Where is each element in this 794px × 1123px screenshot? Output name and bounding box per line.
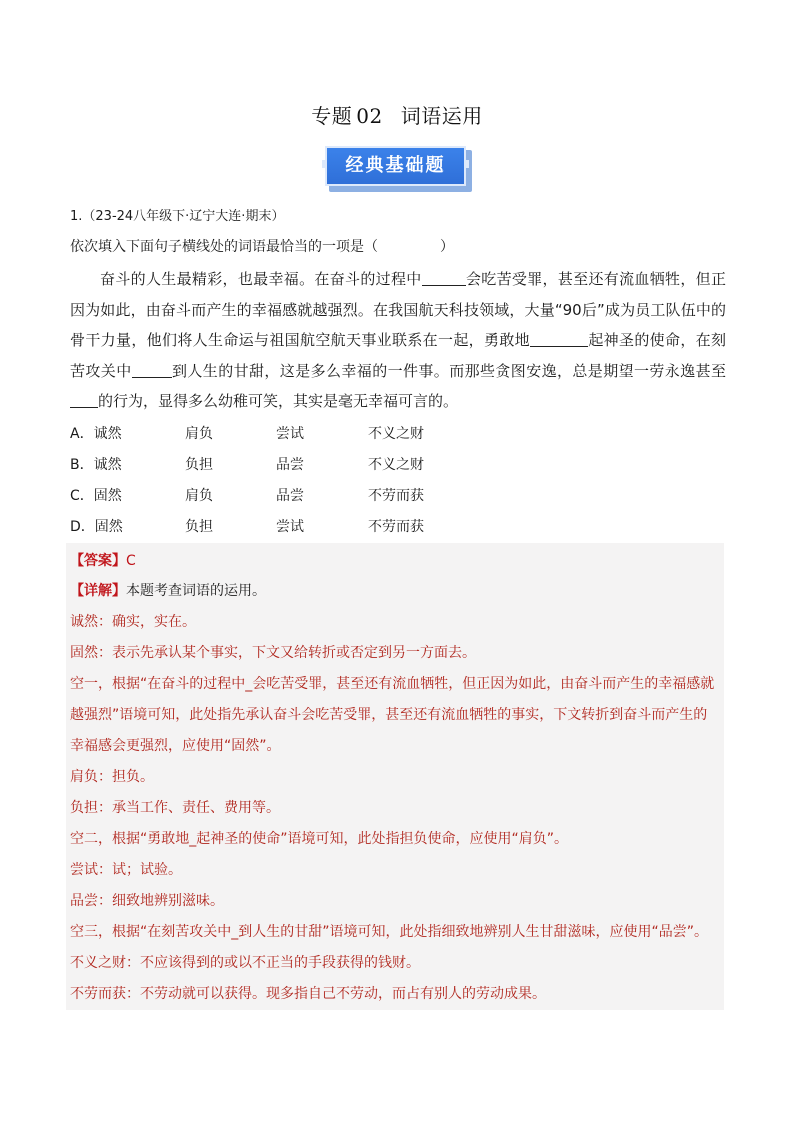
- answer-value: C: [126, 553, 136, 569]
- section-badge: [325, 146, 472, 192]
- explanation-line: 空一，根据“在奋斗的过程中_会吃苦受罪，甚至还有流血牺牲，但正因为如此，由奋斗而产生的幸福感就: [70, 676, 715, 692]
- option-b: B．诚然 负担 品尝 不义之财: [70, 457, 424, 473]
- blank-1: [422, 267, 466, 286]
- explanation-line: 空二，根据“勇敢地_起神圣的使命”语境可知，此处指担负使命，应使用“肩负”。: [70, 831, 569, 847]
- explanation-line: 负担：承当工作、责任、费用等。: [70, 800, 280, 816]
- detail-tag: 【详解】: [70, 583, 126, 599]
- page-title: [0, 100, 794, 129]
- blank-3: [132, 359, 172, 378]
- blank-2: [530, 328, 588, 347]
- explanation-line: 尝试：试；试验。: [70, 862, 182, 878]
- title-number: 02: [356, 104, 383, 128]
- answer-line: [70, 550, 136, 570]
- question-stem-text: 依次填入下面句子横线处的词语最恰当的一项是（: [70, 239, 378, 255]
- explanation-line: 越强烈”语境可知，此处指先承认奋斗会吃苦受罪，甚至还有流血牺牲的事实，下文转折到奋斗而产生的: [70, 707, 708, 723]
- detail-intro: 本题考查词语的运用。: [126, 583, 266, 599]
- explanation-line: 固然：表示先承认某个事实，下文又给转折或否定到另一方面去。: [70, 645, 476, 661]
- question-passage: 奋斗的人生最精彩，也最幸福。在奋斗的过程中 会吃苦受罪，甚至还有流血牺牲，但正因为如此，由奋斗而产生的幸福感就越强烈。在我国航天科技领域，大量“90后”成为员工队伍中的骨干力量，他们将人生命运与祖国航空航天事业联系在一起，勇敢地 起神圣的使命，在刻苦攻关中 到人生的甘甜，这是多么幸福的一件事。而那些贪图安逸，总是期望一劳永逸甚至的行为，显得多么幼稚可笑，其实是毫无幸福可言的。: [70, 264, 726, 417]
- explanation-line: 幸福感会更强烈，应使用“固然”。: [70, 738, 281, 754]
- explanation-line: 肩负：担负。: [70, 769, 154, 785]
- title-name: 词语运用: [400, 104, 483, 128]
- blank-4: [70, 389, 98, 408]
- answer-tag: 【答案】: [70, 553, 126, 569]
- explanation-line: 空三，根据“在刻苦攻关中_到人生的甘甜”语境可知，此处指细致地辨别人生甘甜滋味，应使用“品尝”。: [70, 924, 709, 940]
- explanation-line: 不义之财：不应该得到的或以不正当的手段获得的钱财。: [70, 955, 420, 971]
- detail-line: [70, 580, 266, 600]
- explanation-line: 不劳而获：不劳动就可以获得。现多指自己不劳动，而占有别人的劳动成果。: [70, 986, 546, 1002]
- answer-options: [70, 422, 490, 546]
- question-stem-end: ）: [440, 239, 454, 255]
- section-badge-label: 经典基础题: [325, 146, 466, 186]
- answer-section: [66, 543, 724, 1010]
- option-d: D．固然 负担 尝试 不劳而获: [70, 519, 424, 535]
- option-a: A．诚然 肩负 尝试 不义之财: [70, 426, 424, 442]
- question-stem: [70, 236, 454, 256]
- option-c: C．固然 肩负 品尝 不劳而获: [70, 488, 424, 504]
- question-meta: 1.（23-24八年级下·辽宁大连·期末）: [70, 209, 285, 224]
- explanation-line: 品尝：细致地辨别滋味。: [70, 893, 224, 909]
- title-prefix: 专题: [311, 104, 353, 128]
- explanation-line: 诚然：确实，实在。: [70, 614, 196, 630]
